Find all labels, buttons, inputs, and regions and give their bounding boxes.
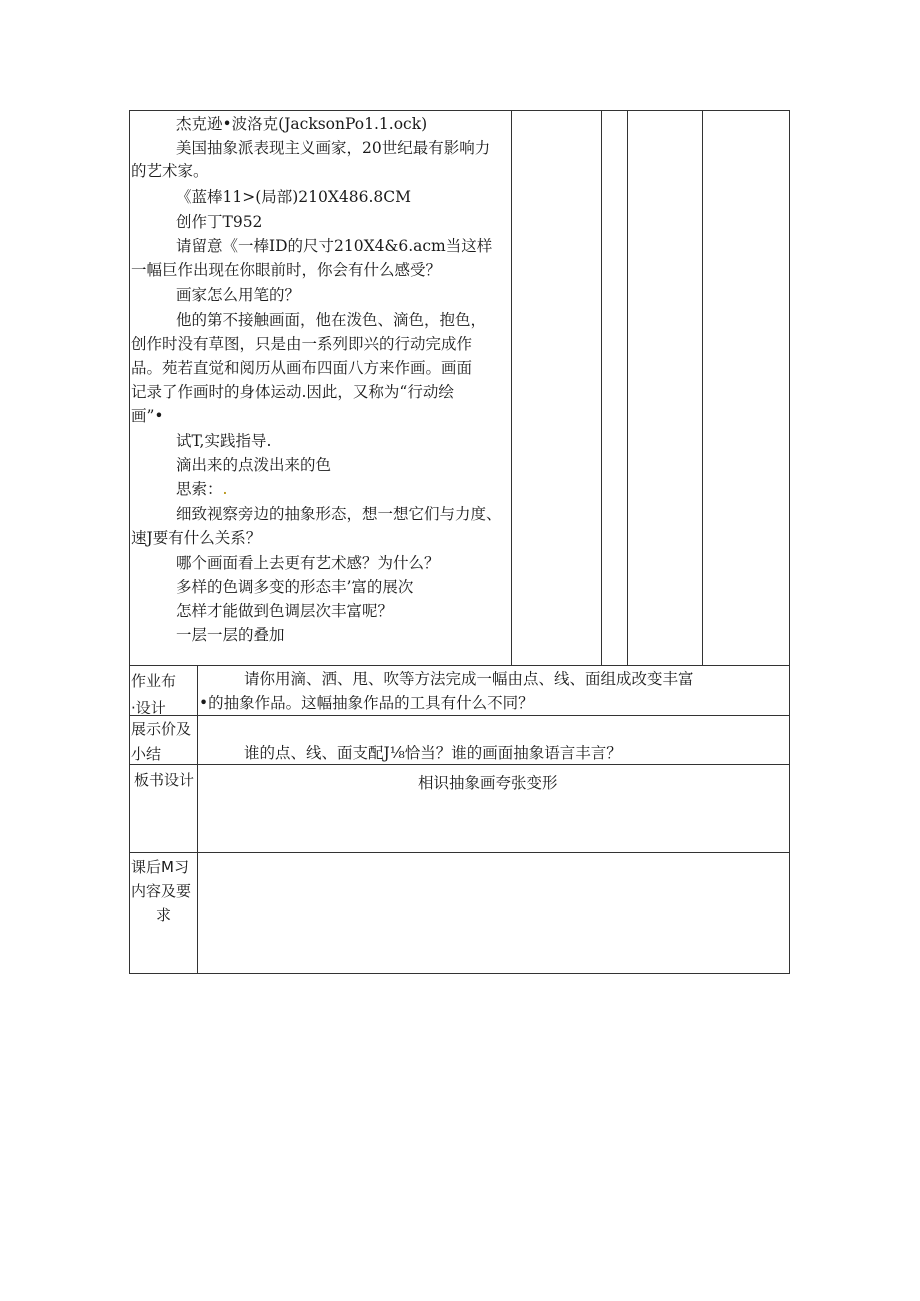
- content-line: 一层一层的叠加: [176, 626, 285, 644]
- table-border-top: [129, 110, 790, 111]
- content-line: 哪个画面看上去更有艺术感？为什么？: [176, 554, 440, 572]
- content-line: 创作丁T952: [176, 213, 263, 231]
- col-divider-3: [627, 110, 628, 665]
- row-divider-content: [129, 665, 790, 666]
- board-text: 相识抽象画夸张变形: [418, 774, 558, 792]
- content-line: 怎样才能做到色调层次丰富呢？: [176, 602, 394, 620]
- content-line: [176, 478, 227, 502]
- thinking-label: 思索：: [176, 480, 223, 498]
- content-line: 画”•: [131, 407, 164, 425]
- content-line: 品。苑若直觉和阅历从画布四面八方来作画。画面: [131, 359, 473, 377]
- content-line: 速J要有什么关系？: [131, 529, 262, 547]
- summary-label: 展示价及: [131, 720, 192, 738]
- after-class-label-end: 求: [156, 906, 172, 924]
- content-line: 多样的色调多变的形态丰’富的展次: [176, 578, 414, 596]
- label-col-divider: [197, 665, 198, 973]
- table-border-bottom: [129, 973, 790, 974]
- content-line: 美国抽象派表现主义画家，20世纪最有影响力: [176, 139, 491, 157]
- homework-label: 作业布: [131, 672, 177, 690]
- content-line: 画家怎么用笔的？: [176, 286, 301, 304]
- content-line: 的艺术家。: [131, 162, 209, 180]
- table-border-right: [789, 110, 790, 974]
- content-line: 滴出来的点泼出来的色: [176, 456, 332, 474]
- col-divider-2: [601, 110, 602, 665]
- homework-label-cont: ·设计: [131, 699, 166, 714]
- content-line: 细致视察旁边的抽象形态，想一想它们与力度、: [176, 505, 502, 523]
- summary-text: 谁的点、线、面支配J⅛恰当？谁的画面抽象语言丰言？: [244, 744, 622, 762]
- content-line: 创作时没有草图，只是由一系列即兴的行动完成作: [131, 335, 473, 353]
- content-line: 记录了作画时的身体运动.因此，又称为“行动绘: [131, 383, 454, 401]
- table-border-left: [129, 110, 130, 974]
- after-class-label: 课后M习: [131, 858, 189, 876]
- content-line: 杰克逊•波洛克(JacksonPo1.1.ock): [176, 115, 428, 133]
- homework-text-cont: •的抽象作品。这幅抽象作品的工具有什么不同？: [199, 694, 534, 712]
- content-line: 他的第不接触画面，他在泼色、滴色，抱色，: [176, 311, 487, 329]
- homework-text: 请你用滴、洒、甩、吹等方法完成一幅由点、线、面组成改变丰富: [244, 670, 694, 688]
- content-line: 试T,实践指导.: [176, 432, 272, 450]
- content-line: 请留意《一棒ID的尺寸210X4&6.acm当这样: [176, 237, 493, 255]
- row-divider-board: [129, 852, 790, 853]
- board-label: 板书设计: [134, 771, 195, 789]
- col-divider-4: [702, 110, 703, 665]
- col-divider-1: [511, 110, 512, 665]
- content-line: 一幅巨作出现在你眼前时，你会有什么感受？: [131, 261, 442, 279]
- thinking-mark: .: [222, 480, 228, 498]
- after-class-label-cont: 内容及要: [131, 882, 192, 900]
- summary-label-cont: 小结: [131, 745, 162, 763]
- content-line: 《蓝棒11>(局部)210X486.8CM: [176, 188, 412, 206]
